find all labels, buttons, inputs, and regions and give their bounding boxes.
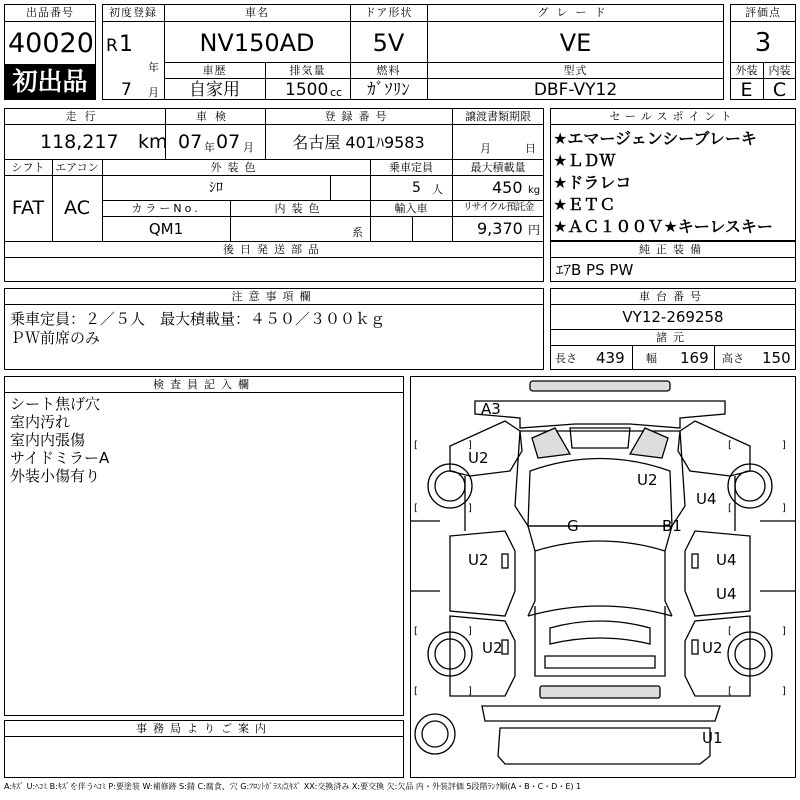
bracket-mark: [ (728, 440, 732, 451)
grade-label: グレード (537, 6, 614, 19)
damage-mark: U2 (482, 639, 503, 657)
car-name: NV150AD (199, 29, 315, 57)
inspection-year: 07 (178, 131, 203, 153)
int-color-unit: 系 (352, 226, 363, 239)
shift: FAT (11, 197, 45, 219)
legend: A:ｷｽﾞ U:ﾍｺﾐ B:ｷｽﾞを伴うﾍｺﾐ P:要塗装 W:補修跡 S:錆 C:腐食、穴 G:ﾌﾛﾝﾄｶﾞﾗｽ点ｷｽﾞ XX:交換済み X:要交換 欠:欠品 内・外装評価 5段階ﾗﾝｸ順(A・B・C・D・E) 1 (4, 782, 582, 791)
inspector-line: シート焦げ穴 (10, 395, 101, 413)
later-parts-label: 後日発送部品 (223, 243, 325, 256)
era: R (106, 36, 118, 56)
history-label: 車歴 (202, 64, 227, 77)
inspector-line: 室内汚れ (10, 413, 71, 431)
exterior-grade: E (740, 79, 753, 101)
displacement-unit: cc (330, 86, 343, 99)
recycle-fee-unit: 円 (528, 223, 541, 237)
score: 3 (754, 28, 772, 58)
mileage-unit: km (138, 131, 168, 153)
damage-mark: U1 (702, 729, 723, 747)
bracket-mark: ] (782, 686, 786, 697)
model-code: DBF-VY12 (533, 80, 618, 100)
reg-month-unit: 月 (148, 86, 159, 99)
dims-label: 諸元 (656, 331, 690, 344)
door-type: 5V (372, 29, 405, 57)
recycle-fee: 9,370 (477, 219, 523, 238)
damage-mark: U4 (716, 551, 737, 569)
sales-point: ★エマージェンシーブレーキ (553, 129, 757, 148)
bracket-mark: [ (414, 686, 418, 697)
mileage: 118,217 (40, 131, 119, 153)
sales-points-label: セールスポイント (609, 110, 737, 123)
fuel-label: 燃料 (376, 64, 401, 77)
office-label: 事務局よりご案内 (136, 722, 272, 735)
bracket-mark: ] (782, 440, 786, 451)
note-line: 乗車定員：２／５人 最大積載量：４５０／３００ｋｇ (10, 310, 386, 328)
inspector-line: 室内内張傷 (10, 431, 86, 449)
model-label: 型式 (563, 64, 588, 77)
damage-mark: G (567, 517, 579, 535)
transfer-month: 月 (480, 142, 491, 155)
load-label: 最大積載量 (470, 161, 526, 174)
height: 150 (762, 349, 791, 367)
int-color-label: 内装色 (274, 202, 326, 215)
damage-mark: U4 (716, 585, 737, 603)
sales-point: ★ＥＴＣ (553, 195, 616, 214)
damage-mark: B1 (662, 517, 682, 535)
bracket-mark: ] (468, 626, 472, 637)
bracket-mark: ] (468, 440, 472, 451)
interior-grade: C (772, 79, 787, 101)
damage-mark: U2 (468, 551, 489, 569)
damage-mark: U2 (637, 471, 658, 489)
width: 169 (680, 349, 709, 367)
mileage-label: 走行 (65, 110, 104, 123)
sales-point: ★ＡＣ１００Ｖ★キーレスキー (553, 217, 773, 236)
damage-mark: A3 (481, 400, 501, 418)
bracket-mark: [ (728, 503, 732, 514)
bracket-mark: ] (782, 503, 786, 514)
exterior-label: 外装 (735, 64, 758, 77)
length: 439 (596, 349, 625, 367)
transfer-label: 譲渡書類期限 (465, 110, 531, 123)
plate-label: 登録番号 (324, 110, 393, 123)
inspection-year-unit: 年 (204, 141, 215, 154)
reg-year: 1 (119, 32, 133, 57)
import-label: 輸入車 (394, 202, 428, 215)
recycle-label: リサイクル預託金 (462, 202, 534, 213)
car-name-label: 車名 (245, 6, 269, 19)
chassis-number: VY12-269258 (622, 308, 724, 326)
color-no: QM1 (148, 220, 184, 238)
score-label: 評価点 (745, 6, 781, 19)
bracket-mark: [ (728, 626, 732, 637)
interior-label: 内装 (768, 64, 791, 77)
bracket-mark: [ (414, 440, 418, 451)
reg-month: 7 (121, 80, 132, 100)
note-line: ＰＷ前席のみ (10, 329, 101, 347)
door-label: ドア形状 (364, 6, 413, 19)
height-label: 高さ (722, 352, 744, 365)
equipment-label: 純正装備 (639, 243, 707, 256)
fuel: ｶﾞｿﾘﾝ (367, 80, 410, 100)
reg-year-unit: 年 (148, 61, 159, 74)
ext-color-label: 外装色 (210, 161, 262, 174)
chassis-label: 車台番号 (639, 290, 707, 303)
equipment: ｴｱB PS PW (556, 261, 634, 279)
ac-label: エアコン (55, 161, 99, 174)
displacement-label: 排気量 (289, 64, 326, 77)
lot-number: 40020 (8, 28, 94, 59)
inspection-month: 07 (216, 131, 241, 153)
damage-mark: U4 (696, 490, 717, 508)
history: 自家用 (189, 80, 240, 100)
ext-color: ｼﾛ (209, 180, 223, 196)
damage-mark: U2 (468, 449, 489, 467)
inspector-label: 検査員記入欄 (153, 378, 255, 391)
color-no-label: カラーNo. (131, 202, 201, 215)
first-reg-label: 初度登録 (109, 6, 157, 19)
notes-label: 注意事項欄 (231, 290, 317, 303)
displacement: 1500 (285, 80, 329, 100)
inspection-label: 車検 (196, 110, 234, 123)
bracket-mark: [ (414, 503, 418, 514)
bracket-mark: [ (414, 626, 418, 637)
first-listing-label: 初出品 (12, 67, 88, 96)
capacity: 5 (412, 180, 421, 196)
shift-label: シフト (11, 161, 45, 174)
inspector-line: 外装小傷有り (10, 467, 101, 485)
bracket-mark: [ (728, 686, 732, 697)
sales-point: ★ドラレコ (553, 173, 632, 192)
capacity-label: 乗車定員 (389, 161, 433, 174)
bracket-mark: ] (468, 503, 472, 514)
car-damage-diagram (410, 376, 796, 778)
max-load: 450 (492, 178, 523, 197)
capacity-unit: 人 (432, 183, 443, 196)
transfer-day: 日 (525, 142, 536, 155)
sales-point: ★ＬＤＷ (553, 151, 616, 170)
bracket-mark: ] (468, 686, 472, 697)
length-label: 長さ (555, 352, 577, 365)
aircon: AC (64, 197, 90, 219)
plate-number: 名古屋 401ﾊ9583 (292, 133, 425, 152)
inspector-line: サイドミラーA (10, 449, 110, 467)
lot-label: 出品番号 (26, 6, 74, 19)
width-label: 幅 (646, 352, 657, 365)
bracket-mark: ] (782, 626, 786, 637)
inspection-month-unit: 月 (243, 141, 254, 154)
grade: VE (559, 29, 592, 57)
max-load-unit: kg (528, 185, 541, 196)
damage-mark: U2 (702, 639, 723, 657)
